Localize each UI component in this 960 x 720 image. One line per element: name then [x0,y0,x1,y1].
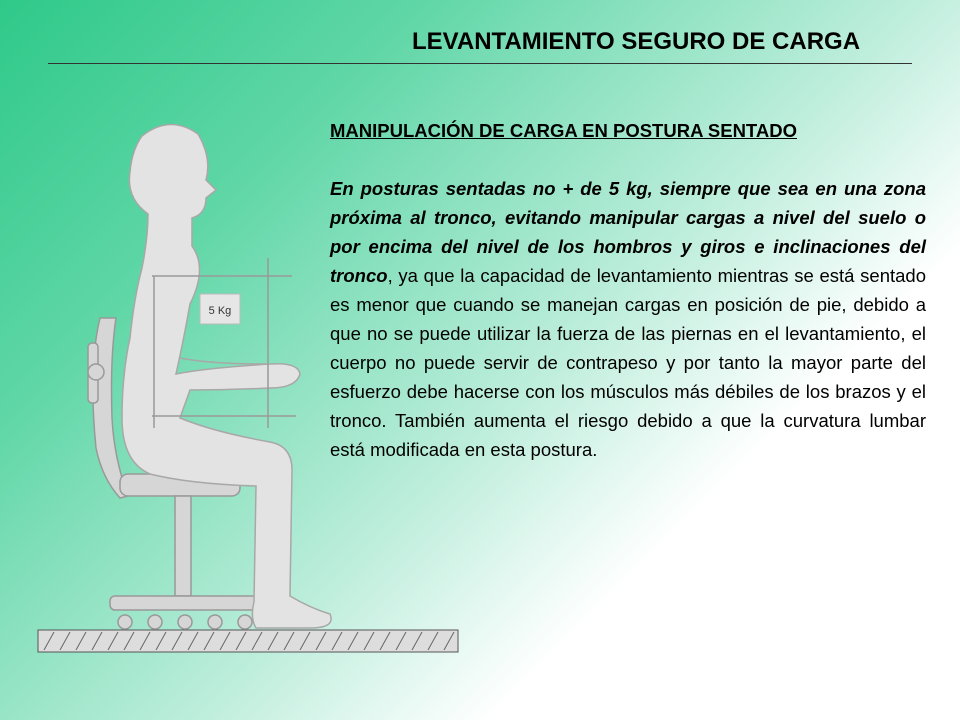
section-heading: MANIPULACIÓN DE CARGA EN POSTURA SENTADO [330,120,797,141]
paragraph-text: , ya que la capacidad de levantamiento mientras se está sentado es menor que cuando se manejan cargas en posición de pie, debido a que no se puede utilizar la fuerza de las piernas en el levantamiento, el cuerpo no puede servir de contrapeso y por tanto la mayor parte del esfuerzo debe hacerse con los músculos más débiles de los brazos y el tronco. También aumenta el riesgo debido a que la curvatura lumbar está modificada en esta postura. [330,265,926,460]
title-divider [48,63,912,64]
page-title: LEVANTAMIENTO SEGURO DE CARGA [412,28,861,55]
body-paragraph [330,174,926,464]
weight-box [200,294,240,324]
content-section [330,116,926,464]
weight-label: 5 Kg [208,305,232,317]
floor-hatching [38,630,458,652]
paragraph-emphasis: En posturas sentadas no + de 5 kg, siempre que sea en una zona próxima al tronco, evitando manipular cargas a nivel del suelo o por encima del nivel de los hombros y giros e inclinaciones del tronco [330,178,926,286]
